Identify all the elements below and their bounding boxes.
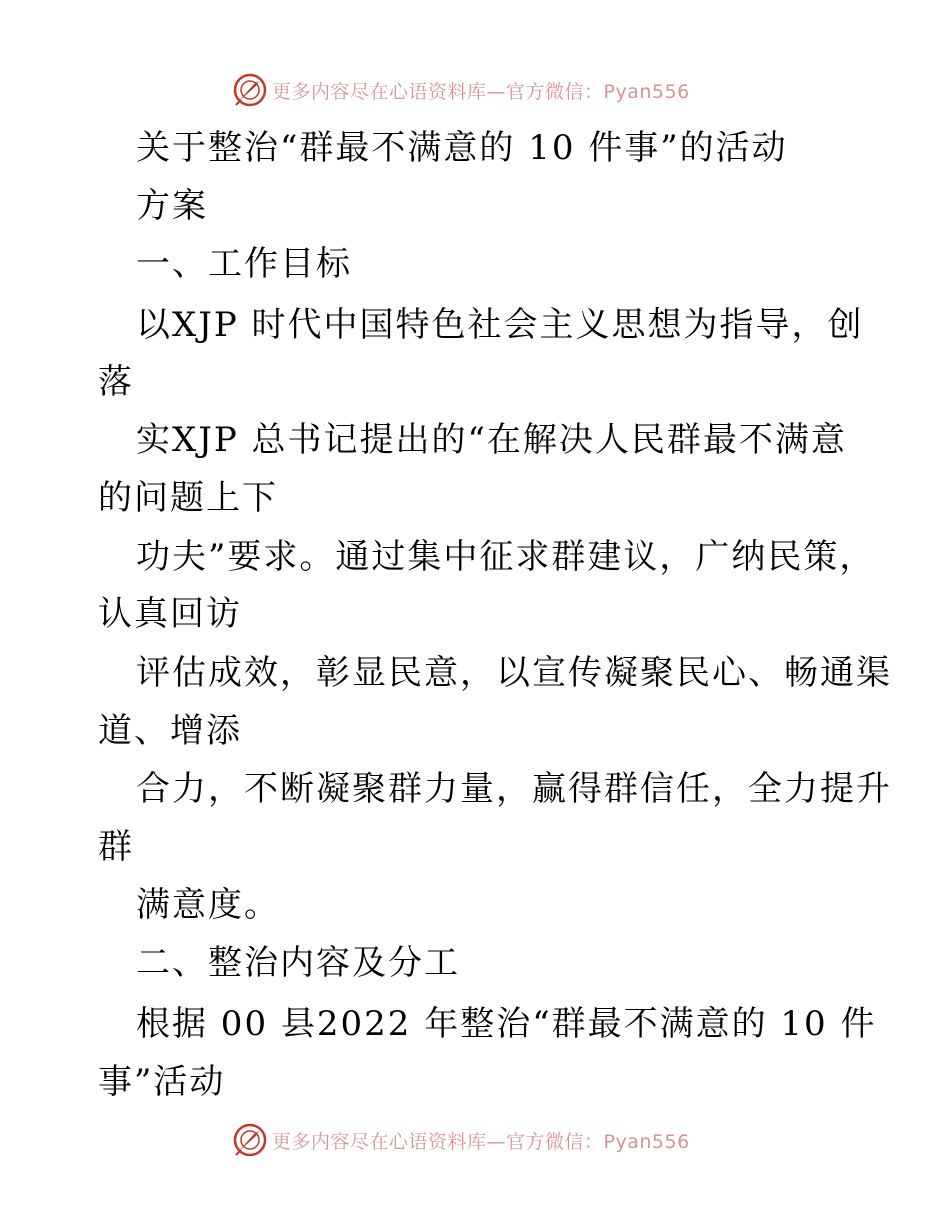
paragraph-line: 功夫”要求。通过集中征求群建议，广纳民策，: [136, 537, 876, 577]
paragraph-line: 评估成效，彰显民意，以宣传凝聚民心、畅通渠: [136, 653, 892, 693]
footer-watermark: [232, 1120, 712, 1160]
document-title-line-1: 关于整治“群最不满意的 10 件事”的活动: [136, 128, 788, 168]
paragraph-line: 事”活动: [98, 1062, 226, 1102]
paragraph-line: 实XJP 总书记提出的“在解决人民群最不满意: [136, 420, 847, 460]
header-watermark: [232, 70, 712, 110]
section-heading-1: 一、工作目标: [136, 244, 352, 284]
paragraph-line: 的问题上下: [98, 478, 278, 518]
paragraph-line: 落: [98, 362, 134, 402]
paragraph-line: 道、增添: [98, 711, 242, 751]
pen-logo-icon: [232, 72, 268, 108]
section-heading-2: 二、整治内容及分工: [136, 943, 460, 983]
paragraph-line: 满意度。: [136, 885, 280, 925]
document-title-line-2: 方案: [136, 186, 208, 226]
watermark-text: 更多内容尽在心语资料库—官方微信：Pyan556: [272, 80, 690, 103]
watermark-text: 更多内容尽在心语资料库—官方微信：Pyan556: [272, 1130, 690, 1153]
paragraph-line: 根据 00 县2022 年整治“群最不满意的 10 件: [136, 1004, 877, 1044]
pen-logo-icon: [232, 1122, 268, 1158]
paragraph-line: 认真回访: [98, 594, 242, 634]
paragraph-line: 合力，不断凝聚群力量，赢得群信任，全力提升: [136, 769, 892, 809]
paragraph-line: 群: [98, 827, 134, 867]
paragraph-line: 以XJP 时代中国特色社会主义思想为指导，创: [136, 305, 864, 345]
